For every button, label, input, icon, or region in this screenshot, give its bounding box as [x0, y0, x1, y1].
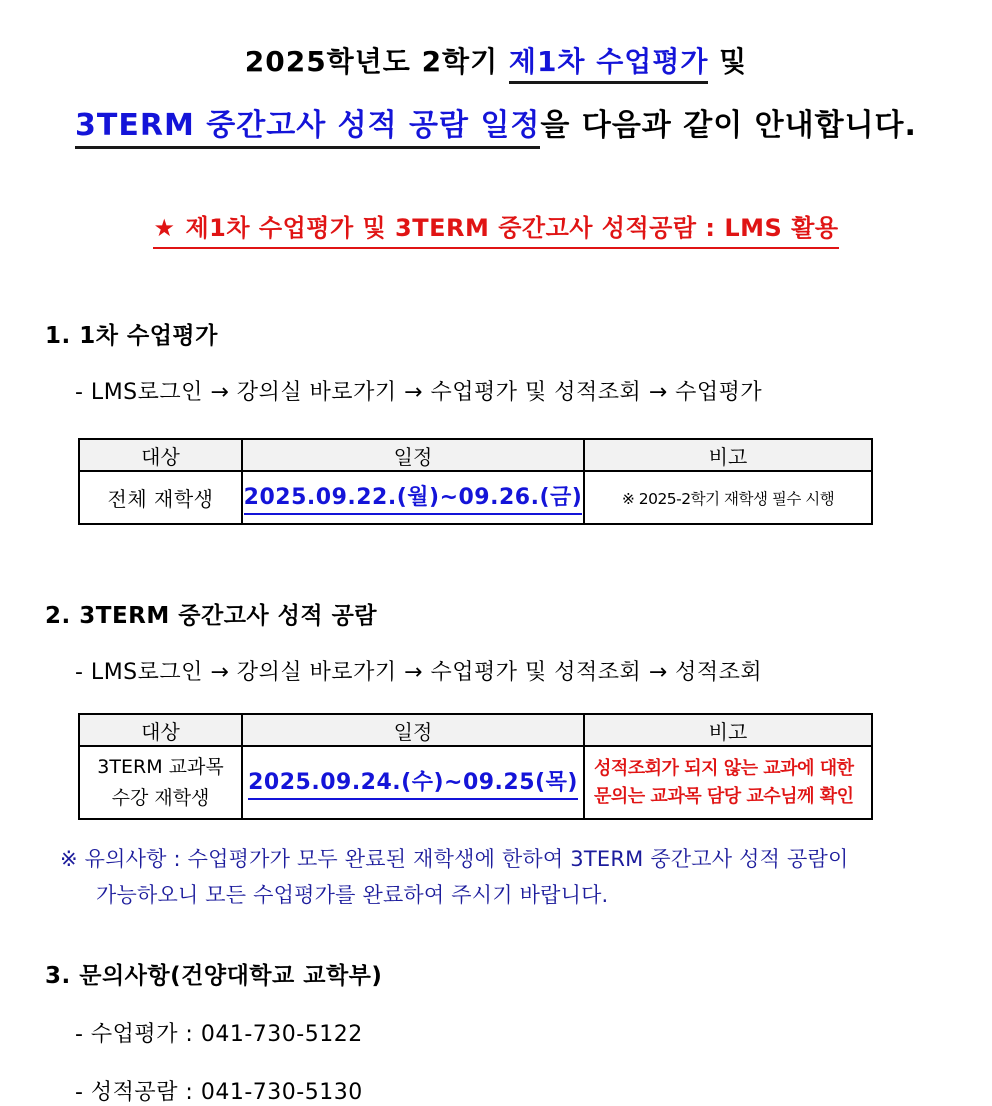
- title-line1-pre: 2025학년도 2학기: [244, 45, 509, 78]
- title-line2-highlight: 3TERM 중간고사 성적 공람 일정: [75, 108, 540, 149]
- contact-evaluation-phone: - 수업평가 : 041-730-5122: [75, 1022, 363, 1048]
- section1-heading: 1. 1차 수업평가: [45, 323, 218, 349]
- title-line1-highlight: 제1차 수업평가: [509, 45, 709, 84]
- table1-header-schedule: 일정: [242, 439, 584, 471]
- title-line1-post: 및: [708, 45, 748, 78]
- table1-note-cell: ※ 2025-2학기 재학생 필수 시행: [584, 471, 872, 524]
- star-icon: ★: [153, 214, 176, 242]
- table2-target-cell: [79, 746, 242, 819]
- table2-target-line1: 3TERM 교과목: [97, 756, 224, 779]
- table2-header-row: [79, 714, 872, 746]
- lms-notice-banner-text-wrap: [153, 208, 838, 249]
- table2-target-line2: 수강 재학생: [111, 786, 210, 809]
- table2-note-cell: [584, 746, 872, 819]
- table1-header-target: 대상: [79, 439, 242, 471]
- table2-data-row: [79, 746, 872, 819]
- contact-grade-phone: - 성적공람 : 041-730-5130: [75, 1080, 363, 1106]
- table2-schedule-date: 2025.09.24.(수)~09.25(목): [248, 765, 578, 800]
- section2-navigation-path: - LMS로그인 → 강의실 바로가기 → 수업평가 및 성적조회 → 성적조회: [75, 660, 763, 685]
- caution-note: [60, 842, 992, 913]
- document-title: [0, 0, 992, 144]
- table1-schedule-date: 2025.09.22.(월)~09.26.(금): [244, 480, 583, 515]
- table2-header-target: 대상: [79, 714, 242, 746]
- lms-notice-banner: [0, 208, 992, 249]
- table2-note-line1: 성적조회가 되지 않는 교과에 대한: [594, 757, 854, 779]
- section3-heading: 3. 문의사항(건양대학교 교학부): [45, 963, 383, 990]
- table2-header-schedule: 일정: [242, 714, 584, 746]
- evaluation-schedule-table: [78, 438, 873, 525]
- section2-heading: 2. 3TERM 중간고사 성적 공람: [45, 603, 378, 629]
- caution-note-line1: ※ 유의사항 : 수업평가가 모두 완료된 재학생에 한하여 3TERM 중간고사 성적 공람이: [60, 847, 849, 871]
- table1-target-cell: 전체 재학생: [79, 471, 242, 524]
- lms-notice-banner-text: 제1차 수업평가 및 3TERM 중간고사 성적공람 : LMS 활용: [185, 214, 839, 242]
- table2-header-note: 비고: [584, 714, 872, 746]
- table1-header-row: [79, 439, 872, 471]
- title-line2-post: 을 다음과 같이 안내합니다.: [540, 108, 917, 143]
- table2-note-line2: 문의는 교과목 담당 교수님께 확인: [594, 785, 854, 807]
- title-line-1: [0, 40, 992, 80]
- table2-schedule-cell: [242, 746, 584, 819]
- table1-schedule-cell: [242, 471, 584, 524]
- table1-header-note: 비고: [584, 439, 872, 471]
- grade-viewing-schedule-table: [78, 713, 873, 820]
- section1-navigation-path: - LMS로그인 → 강의실 바로가기 → 수업평가 및 성적조회 → 수업평가: [75, 380, 763, 405]
- title-line-2: [0, 100, 992, 144]
- caution-note-line2: 가능하오니 모든 수업평가를 완료하여 주시기 바랍니다.: [96, 882, 609, 907]
- table1-data-row: [79, 471, 872, 524]
